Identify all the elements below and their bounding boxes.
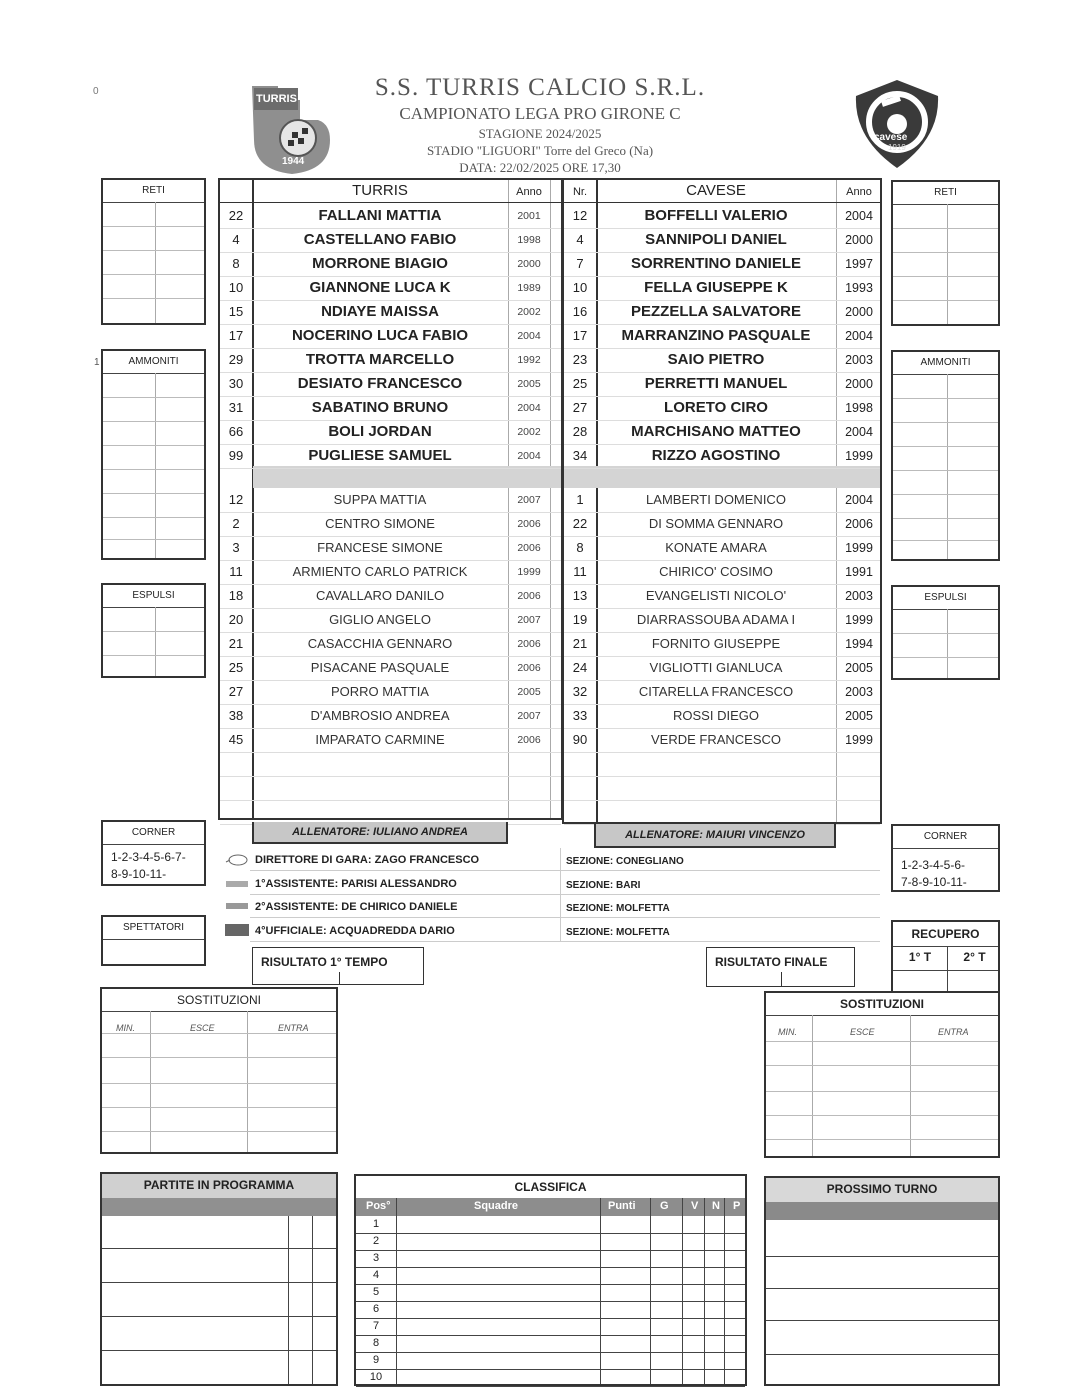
- away-player-year: 2000: [845, 377, 873, 391]
- away-player-name: EVANGELISTI NICOLO': [645, 588, 787, 603]
- section-assistant-2: SEZIONE: MOLFETTA: [566, 903, 670, 914]
- away-corner-box: [891, 824, 1000, 892]
- away-player-number: 10: [572, 280, 588, 295]
- home-subs-row: [220, 656, 561, 681]
- home-sub-min-header: MIN.: [116, 1023, 135, 1033]
- turris-logo: [248, 80, 334, 176]
- away-player-name: FORNITO GIUSEPPE: [651, 636, 781, 651]
- away-ammoniti-box: [891, 350, 1000, 561]
- home-espulsi-title: ESPULSI: [103, 585, 204, 608]
- home-player-name: CASTELLANO FABIO: [303, 231, 457, 248]
- away-player-year: 2000: [845, 305, 873, 319]
- away-player-year: 2006: [845, 517, 873, 531]
- home-player-number: 4: [232, 232, 240, 247]
- away-player-name: CITARELLA FRANCESCO: [638, 684, 794, 699]
- home-subs-row: [220, 560, 561, 585]
- away-starters-row: [564, 204, 880, 229]
- classifica-position: 6: [372, 1303, 380, 1315]
- away-starters-row: [564, 324, 880, 349]
- home-subs-row: [220, 512, 561, 537]
- home-subs-row: [220, 704, 561, 729]
- partite-box: [100, 1172, 338, 1386]
- section-fourth: SEZIONE: MOLFETTA: [566, 927, 670, 938]
- home-corner-title: CORNER: [103, 822, 204, 845]
- turris-logo-text: TURRIS: [256, 93, 297, 105]
- home-starters-row: [220, 396, 561, 421]
- home-player-name: TROTTA MARCELLO: [305, 351, 455, 368]
- away-player-year: 1991: [845, 565, 873, 579]
- away-player-year: 2004: [845, 425, 873, 439]
- classifica-position: 10: [369, 1371, 383, 1383]
- home-player-year: 2000: [517, 258, 541, 270]
- classifica-row: [356, 1318, 745, 1336]
- official-referee: DIRETTORE DI GARA: ZAGO FRANCESCO: [255, 854, 480, 866]
- home-player-year: 2005: [517, 686, 541, 698]
- home-ammoniti-box: [101, 349, 206, 560]
- away-player-year: 2003: [845, 685, 873, 699]
- spettatori-box: [101, 915, 206, 966]
- away-player-name: MARRANZINO PASQUALE: [621, 327, 811, 344]
- away-empty-row: [564, 776, 880, 801]
- away-espulsi-title: ESPULSI: [893, 587, 998, 610]
- home-player-number: 31: [228, 400, 244, 415]
- home-player-number: 20: [228, 612, 244, 627]
- home-subs-row: [220, 488, 561, 513]
- away-player-name: SORRENTINO DANIELE: [630, 255, 801, 272]
- away-subs-row: [564, 560, 880, 585]
- classifica-row: [356, 1267, 745, 1285]
- home-player-year: 2006: [517, 638, 541, 650]
- home-player-number: 11: [229, 564, 243, 579]
- final-result-label: RISULTATO FINALE: [715, 955, 828, 969]
- away-sub-entra-header: ENTRA: [938, 1027, 969, 1037]
- classifica-row: [356, 1335, 745, 1353]
- home-espulsi-box: [101, 583, 206, 678]
- home-player-name: PISACANE PASQUALE: [310, 660, 450, 675]
- home-player-name: GIGLIO ANGELO: [329, 612, 431, 627]
- home-player-year: 2006: [517, 542, 541, 554]
- classifica-p-header: P: [733, 1200, 741, 1212]
- away-empty-row: [564, 800, 880, 825]
- classifica-squadre-header: Squadre: [474, 1200, 519, 1212]
- away-player-name: PERRETTI MANUEL: [644, 375, 788, 392]
- away-player-number: 32: [572, 684, 588, 699]
- away-player-number: 19: [572, 612, 588, 627]
- home-player-year: 2006: [517, 662, 541, 674]
- away-subs-row: [564, 512, 880, 537]
- away-player-name: DIARRASSOUBA ADAMA I: [636, 612, 796, 627]
- classifica-position: 2: [372, 1235, 380, 1247]
- away-player-name: FELLA GIUSEPPE K: [644, 279, 788, 296]
- home-player-name: BOLI JORDAN: [328, 423, 432, 440]
- home-player-number: 99: [228, 448, 244, 463]
- classifica-position: 5: [372, 1286, 380, 1298]
- home-subs-row: [220, 536, 561, 561]
- home-player-year: 1989: [517, 282, 541, 294]
- away-reti-box: [891, 180, 1000, 326]
- away-player-name: PEZZELLA SALVATORE: [630, 303, 801, 320]
- away-lineup-table: [562, 178, 882, 824]
- home-subs-row: [220, 632, 561, 657]
- away-player-year: 2003: [845, 353, 873, 367]
- away-player-year: 1993: [845, 281, 873, 295]
- home-player-name: ARMIENTO CARLO PATRICK: [292, 564, 468, 579]
- board-icon: [224, 923, 250, 937]
- away-player-year: 2004: [845, 493, 873, 507]
- home-player-year: 1998: [517, 234, 541, 246]
- away-player-name: MARCHISANO MATTEO: [631, 423, 801, 440]
- away-player-name: KONATE AMARA: [665, 540, 767, 555]
- home-player-name: MORRONE BIAGIO: [312, 255, 448, 272]
- away-player-name: LAMBERTI DOMENICO: [646, 492, 786, 507]
- away-sub-esce-header: ESCE: [850, 1027, 875, 1037]
- home-subs-row: [220, 728, 561, 753]
- away-subs-row: [564, 728, 880, 753]
- home-ammoniti-title: AMMONITI: [103, 351, 204, 374]
- away-empty-row: [564, 752, 880, 777]
- home-player-name: NDIAYE MAISSA: [321, 303, 439, 320]
- away-espulsi-box: [891, 585, 1000, 680]
- prossimo-turno-box: [764, 1176, 1000, 1386]
- home-player-name: NOCERINO LUCA FABIO: [291, 327, 469, 344]
- away-player-name: SANNIPOLI DANIEL: [645, 231, 787, 248]
- home-starters-row: [220, 348, 561, 373]
- home-starters-row: [220, 300, 561, 325]
- official-assistant-2: 2°ASSISTENTE: DE CHIRICO DANIELE: [255, 901, 458, 913]
- away-player-year: 2005: [845, 661, 873, 675]
- away-subs-row: [564, 536, 880, 561]
- home-player-year: 2004: [517, 330, 541, 342]
- home-player-number: 22: [228, 208, 244, 223]
- home-player-name: FALLANI MATTIA: [318, 207, 442, 224]
- home-player-name: SABATINO BRUNO: [311, 399, 449, 416]
- home-starters-row: [220, 324, 561, 349]
- home-player-year: 2007: [517, 710, 541, 722]
- home-player-name: FRANCESE SIMONE: [317, 540, 443, 555]
- home-player-year: 2004: [517, 450, 541, 462]
- home-year-header: Anno: [516, 186, 542, 198]
- away-player-number: 12: [572, 208, 588, 223]
- home-player-number: 2: [232, 516, 240, 531]
- classifica-n-header: N: [712, 1200, 720, 1212]
- home-sub-esce-header: ESCE: [190, 1023, 215, 1033]
- home-player-name: PUGLIESE SAMUEL: [308, 447, 452, 464]
- classifica-row: [356, 1369, 745, 1387]
- away-player-name: SAIO PIETRO: [667, 351, 765, 368]
- home-player-number: 45: [228, 732, 244, 747]
- away-player-number: 33: [572, 708, 588, 723]
- home-empty-row: [220, 776, 561, 801]
- home-coach: ALLENATORE: IULIANO ANDREA: [292, 826, 468, 838]
- home-player-year: 2006: [517, 734, 541, 746]
- home-subs-row: [220, 680, 561, 705]
- away-coach: ALLENATORE: MAIURI VINCENZO: [625, 829, 805, 841]
- recupero-title: RECUPERO: [893, 922, 998, 947]
- home-player-name: CENTRO SIMONE: [325, 516, 435, 531]
- away-nr-header: Nr.: [572, 186, 588, 198]
- stadium-label: STADIO "LIGUORI" Torre del Greco (Na): [426, 143, 654, 158]
- away-ammoniti-title: AMMONITI: [893, 352, 998, 375]
- away-corner-value-1: 1-2-3-4-5-6-: [901, 858, 966, 872]
- classifica-position: 9: [372, 1354, 380, 1366]
- home-player-year: 2002: [517, 306, 541, 318]
- classifica-box: [354, 1174, 747, 1386]
- away-starters-row: [564, 276, 880, 301]
- away-corner-value-2: 7-8-9-10-11-: [901, 875, 967, 889]
- home-player-number: 29: [228, 352, 244, 367]
- home-player-year: 1999: [517, 566, 541, 578]
- classifica-row: [356, 1301, 745, 1319]
- cavese-logo-year: 1919: [888, 143, 906, 152]
- away-player-year: 2004: [845, 329, 873, 343]
- classifica-position: 4: [372, 1269, 380, 1281]
- away-player-number: 23: [572, 352, 588, 367]
- home-substitutions-box: [100, 987, 338, 1154]
- away-player-number: 90: [572, 732, 588, 747]
- partite-title: PARTITE IN PROGRAMMA: [143, 1178, 295, 1192]
- ammoniti-mark: 1: [94, 357, 100, 368]
- away-reti-title: RETI: [893, 182, 998, 205]
- away-subs-row: [564, 632, 880, 657]
- home-player-name: CAVALLARO DANILO: [315, 588, 445, 603]
- away-starters-row: [564, 420, 880, 445]
- home-player-number: 38: [228, 708, 244, 723]
- section-referee: SEZIONE: CONEGLIANO: [566, 856, 684, 867]
- competition-title: CAMPIONATO LEGA PRO GIRONE C: [399, 104, 681, 123]
- home-player-number: 66: [228, 424, 244, 439]
- away-player-name: VERDE FRANCESCO: [650, 732, 782, 747]
- home-player-number: 8: [232, 256, 240, 271]
- cavese-logo-text: cavese: [874, 132, 908, 143]
- away-player-year: 2005: [845, 709, 873, 723]
- home-player-name: GIANNONE LUCA K: [309, 279, 451, 296]
- home-player-year: 2005: [517, 378, 541, 390]
- away-player-number: 27: [572, 400, 588, 415]
- home-substitutions-title: SOSTITUZIONI: [102, 989, 336, 1012]
- home-player-number: 21: [228, 636, 244, 651]
- away-player-year: 2000: [845, 233, 873, 247]
- spettatori-title: SPETTATORI: [103, 917, 204, 940]
- away-player-year: 1999: [845, 613, 873, 627]
- section-assistant-1: SEZIONE: BARI: [566, 880, 641, 891]
- away-player-number: 25: [572, 376, 588, 391]
- home-subs-row: [220, 608, 561, 633]
- home-player-year: 2002: [517, 426, 541, 438]
- classifica-position: 8: [372, 1337, 380, 1349]
- flag-icon: [224, 899, 250, 911]
- home-player-number: 10: [228, 280, 244, 295]
- away-player-name: LORETO CIRO: [664, 399, 768, 416]
- away-player-name: BOFFELLI VALERIO: [644, 207, 788, 224]
- away-player-number: 16: [572, 304, 588, 319]
- away-player-name: CHIRICO' COSIMO: [659, 564, 773, 579]
- home-player-name: D'AMBROSIO ANDREA: [310, 708, 450, 723]
- home-starters-row: [220, 372, 561, 397]
- turris-logo-year: 1944: [282, 156, 305, 167]
- away-player-year: 1999: [845, 541, 873, 555]
- away-player-year: 2004: [845, 209, 873, 223]
- away-player-number: 21: [572, 636, 588, 651]
- away-player-number: 24: [572, 660, 588, 675]
- recupero-first-half: 1° T: [908, 950, 932, 964]
- home-reti-title: RETI: [103, 180, 204, 203]
- away-player-number: 22: [572, 516, 588, 531]
- cavese-logo: [852, 78, 942, 170]
- classifica-position: 1: [372, 1218, 380, 1230]
- classifica-pos-header: Pos°: [366, 1200, 391, 1212]
- official-assistant-1: 1°ASSISTENTE: PARISI ALESSANDRO: [255, 878, 457, 890]
- away-player-number: 11: [573, 564, 587, 579]
- away-player-number: 7: [576, 256, 584, 271]
- home-player-name: PORRO MATTIA: [331, 684, 429, 699]
- home-starters-row: [220, 252, 561, 277]
- away-player-year: 1999: [845, 449, 873, 463]
- away-subs-row: [564, 608, 880, 633]
- classifica-punti-header: Punti: [608, 1200, 636, 1212]
- away-subs-row: [564, 488, 880, 513]
- home-player-number: 27: [228, 684, 244, 699]
- away-player-number: 28: [572, 424, 588, 439]
- home-player-number: 3: [232, 540, 240, 555]
- away-subs-row: [564, 704, 880, 729]
- home-player-name: CASACCHIA GENNARO: [307, 636, 453, 651]
- away-player-year: 1998: [845, 401, 873, 415]
- away-starters-row: [564, 372, 880, 397]
- recupero-box: [891, 920, 1000, 994]
- classifica-v-header: V: [691, 1200, 699, 1212]
- home-starters-row: [220, 276, 561, 301]
- away-player-number: 17: [572, 328, 588, 343]
- away-starters-row: [564, 444, 880, 469]
- recupero-second-half: 2° T: [963, 950, 986, 964]
- official-fourth: 4°UFFICIALE: ACQUADREDDA DARIO: [255, 925, 455, 937]
- prossimo-turno-title: PROSSIMO TURNO: [826, 1182, 938, 1196]
- home-starters-row: [220, 420, 561, 445]
- home-player-number: 30: [228, 376, 244, 391]
- home-sub-entra-header: ENTRA: [278, 1023, 309, 1033]
- home-player-number: 15: [228, 304, 244, 319]
- classifica-row: [356, 1250, 745, 1268]
- classifica-title: CLASSIFICA: [514, 1180, 587, 1194]
- away-player-name: VIGLIOTTI GIANLUCA: [649, 660, 783, 675]
- home-player-name: IMPARATO CARMINE: [315, 732, 445, 747]
- whistle-icon: [224, 852, 250, 866]
- away-subs-row: [564, 656, 880, 681]
- home-starters-row: [220, 204, 561, 229]
- home-subs-row: [220, 584, 561, 609]
- home-player-number: 25: [228, 660, 244, 675]
- home-starters-row: [220, 444, 561, 469]
- home-player-name: SUPPA MATTIA: [333, 492, 427, 507]
- home-lineup-table: [218, 178, 563, 820]
- home-player-year: 2004: [517, 402, 541, 414]
- away-player-number: 8: [576, 540, 584, 555]
- home-team-name: TURRIS: [352, 182, 408, 199]
- away-corner-title: CORNER: [893, 826, 998, 849]
- home-player-year: 2006: [517, 518, 541, 530]
- away-starters-row: [564, 228, 880, 253]
- away-team-name: CAVESE: [686, 182, 746, 199]
- classifica-row: [356, 1233, 745, 1251]
- home-corner-value-1: 1-2-3-4-5-6-7-: [111, 850, 186, 864]
- away-player-year: 2003: [845, 589, 873, 603]
- home-reti-box: [101, 178, 206, 325]
- flag-icon: [224, 876, 250, 886]
- final-result-box: [706, 947, 855, 987]
- first-half-result-box: [252, 947, 424, 985]
- home-corner-box: [101, 820, 206, 886]
- classifica-row: [356, 1352, 745, 1370]
- away-player-year: 1999: [845, 733, 873, 747]
- classifica-row: [356, 1284, 745, 1302]
- away-subs-row: [564, 680, 880, 705]
- classifica-row: [356, 1216, 745, 1234]
- home-player-year: 2001: [517, 210, 541, 222]
- club-title: S.S. TURRIS CALCIO S.R.L.: [374, 74, 706, 101]
- date-label: DATA: 22/02/2025 ORE 17,30: [459, 160, 621, 175]
- away-player-number: 1: [576, 492, 584, 507]
- away-starters-row: [564, 396, 880, 421]
- away-player-name: ROSSI DIEGO: [673, 708, 759, 723]
- away-player-number: 13: [572, 588, 588, 603]
- away-player-number: 4: [576, 232, 584, 247]
- away-starters-row: [564, 300, 880, 325]
- classifica-g-header: G: [660, 1200, 669, 1212]
- home-starters-row: [220, 228, 561, 253]
- away-starters-row: [564, 252, 880, 277]
- home-player-year: 1992: [517, 354, 541, 366]
- home-empty-row: [220, 752, 561, 777]
- classifica-position: 7: [372, 1320, 380, 1332]
- away-player-year: 1997: [845, 257, 873, 271]
- corner-mark: 0: [93, 86, 99, 97]
- away-player-number: 34: [572, 448, 588, 463]
- away-substitutions-box: [764, 991, 1000, 1158]
- away-player-name: DI SOMMA GENNARO: [648, 516, 784, 531]
- home-player-year: 2007: [517, 614, 541, 626]
- classifica-position: 3: [372, 1252, 380, 1264]
- home-corner-value-2: 8-9-10-11-: [111, 867, 167, 881]
- away-subs-row: [564, 584, 880, 609]
- away-year-header: Anno: [846, 186, 872, 198]
- away-player-name: RIZZO AGOSTINO: [651, 447, 781, 464]
- home-player-number: 18: [228, 588, 244, 603]
- season-label: STAGIONE 2024/2025: [478, 126, 602, 141]
- away-player-year: 1994: [845, 637, 873, 651]
- home-player-name: DESIATO FRANCESCO: [297, 375, 463, 392]
- away-starters-row: [564, 348, 880, 373]
- home-player-number: 12: [228, 492, 244, 507]
- away-substitutions-title: SOSTITUZIONI: [766, 993, 998, 1016]
- home-player-year: 2007: [517, 494, 541, 506]
- home-player-year: 2006: [517, 590, 541, 602]
- home-player-number: 17: [228, 328, 244, 343]
- away-sub-min-header: MIN.: [778, 1027, 797, 1037]
- first-half-result-label: RISULTATO 1° TEMPO: [261, 955, 388, 969]
